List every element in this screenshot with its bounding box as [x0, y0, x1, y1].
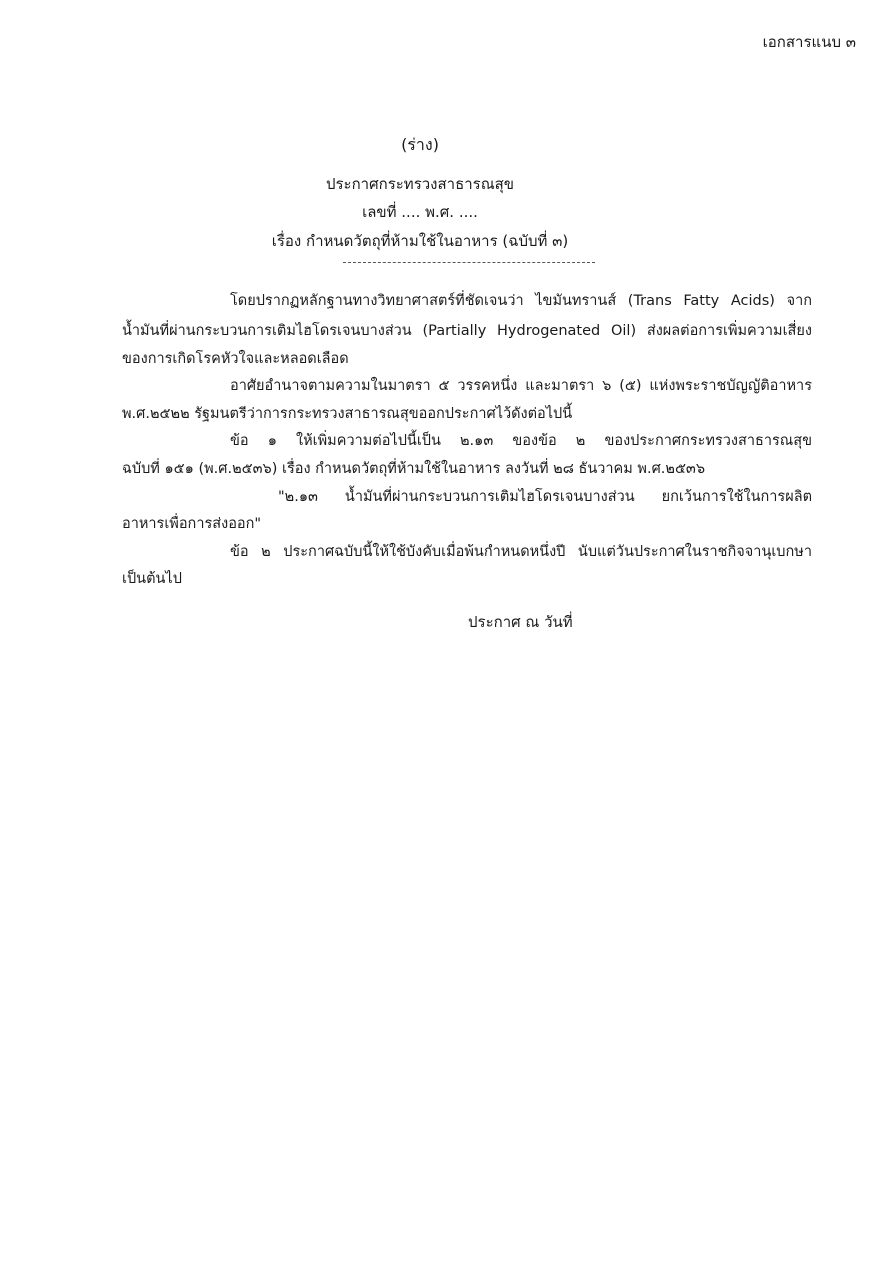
draft-label: (ร่าง): [401, 135, 439, 154]
paragraph-4-line-2: อาหารเพื่อการส่งออก": [122, 516, 262, 532]
paragraph-3-line-1: ข้อ ๑ ให้เพิ่มความต่อไปนี้เป็น ๒.๑๓ ของข้อ ๒ ของประกาศกระทรวงสาธารณสุข: [230, 433, 812, 449]
issuer-title: ประกาศกระทรวงสาธารณสุข: [325, 175, 515, 193]
paragraph-1-line-3: ของการเกิดโรคหัวใจและหลอดเลือด: [122, 351, 349, 367]
paragraph-4-line-1: "๒.๑๓ น้ำมันที่ผ่านกระบวนการเติมไฮโดรเจนบางส่วน ยกเว้นการใช้ในการผลิต: [278, 489, 812, 505]
paragraph-5-line-1: ข้อ ๒ ประกาศฉบับนี้ให้ใช้บังคับเมื่อพ้นกำหนดหนึ่งปี นับแต่วันประกาศในราชกิจจานุเบกษา: [230, 544, 812, 560]
paragraph-2-line-2: พ.ศ.๒๕๒๒ รัฐมนตรีว่าการกระทรวงสาธารณสุขออกประกาศไว้ดังต่อไปนี้: [122, 406, 573, 422]
title-divider: [343, 262, 595, 263]
attachment-label: เอกสารแนบ ๓: [762, 33, 856, 51]
paragraph-2-line-1: อาศัยอำนาจตามความในมาตรา ๕ วรรคหนึ่ง และมาตรา ๖ (๕) แห่งพระราชบัญญัติอาหาร: [230, 378, 812, 394]
paragraph-3-line-2: ฉบับที่ ๑๕๑ (พ.ศ.๒๕๓๖) เรื่อง กำหนดวัตถุที่ห้ามใช้ในอาหาร ลงวันที่ ๒๘ ธันวาคม พ.ศ.๒๕๓๖: [122, 461, 706, 477]
paragraph-1-line-1: โดยปรากฏหลักฐานทางวิทยาศาสตร์ที่ชัดเจนว่า ไขมันทรานส์ (Trans Fatty Acids) จาก: [230, 293, 812, 309]
paragraph-1-line-2: น้ำมันที่ผ่านกระบวนการเติมไฮโดรเจนบางส่วน (Partially Hydrogenated Oil) ส่งผลต่อการเพิ่มความเสี่ยง: [122, 323, 812, 339]
announcement-date-line: ประกาศ ณ วันที่: [468, 613, 573, 631]
announcement-subject: เรื่อง กำหนดวัตถุที่ห้ามใช้ในอาหาร (ฉบับที่ ๓): [271, 232, 569, 250]
announcement-number: เลขที่ .... พ.ศ. ....: [362, 203, 478, 221]
paragraph-5-line-2: เป็นต้นไป: [122, 571, 182, 587]
